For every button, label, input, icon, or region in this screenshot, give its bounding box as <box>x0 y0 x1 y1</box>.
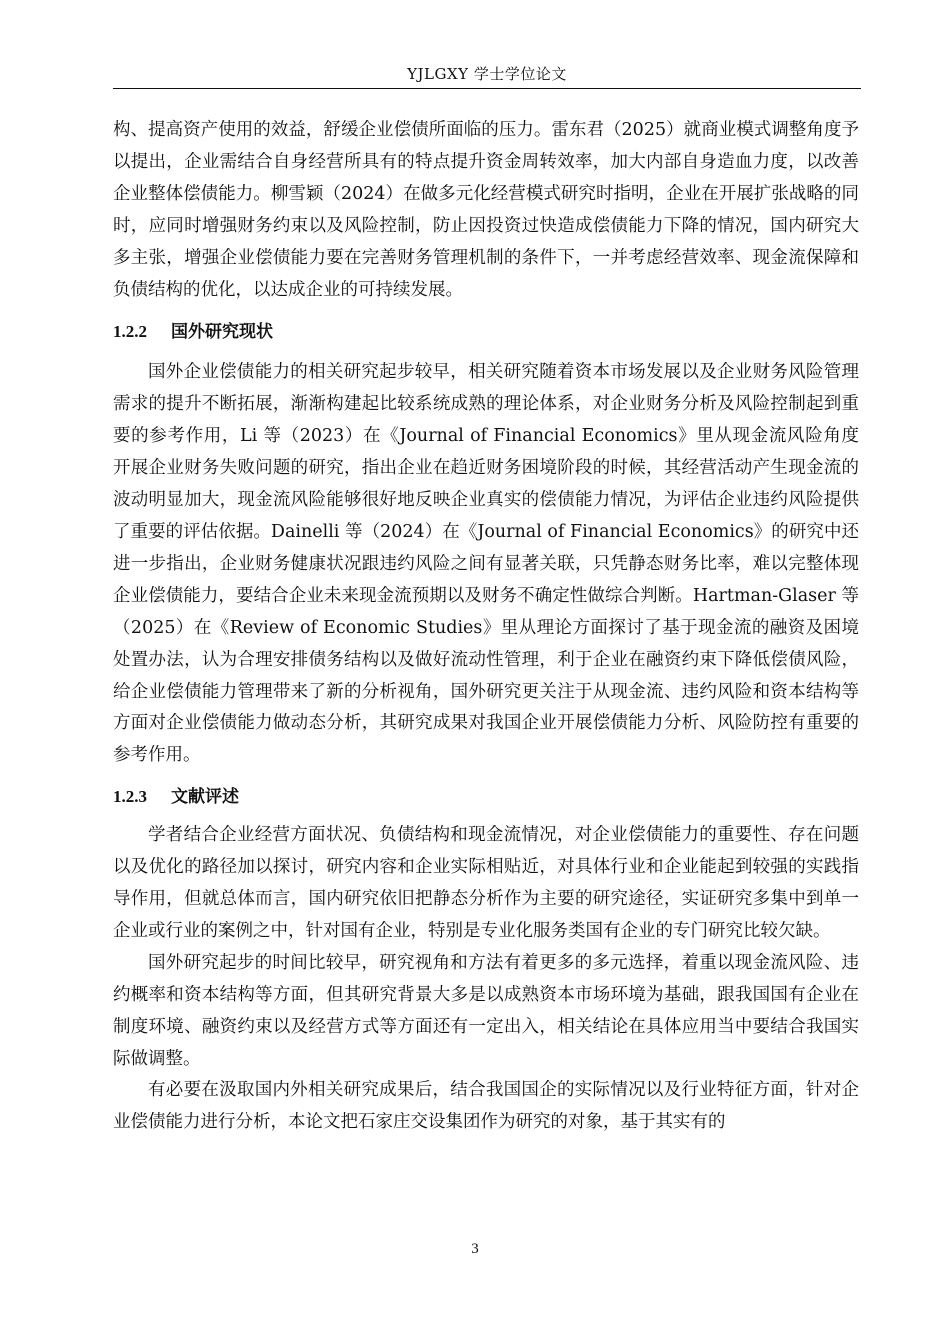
page-number: 3 <box>471 1241 479 1257</box>
running-header: YJLGXY 学士学位论文 <box>407 65 567 83</box>
header-rule <box>113 88 861 89</box>
section-title: 国外研究现状 <box>171 322 273 343</box>
main-content <box>113 115 859 1139</box>
section-number: 1.2.3 <box>113 787 147 807</box>
paragraph-review-summary: 有必要在汲取国内外相关研究成果后，结合我国国企的实际情况以及行业特征方面，针对企业偿债能力进行分析，本论文把石家庄交设集团作为研究的对象，基于其实有的 <box>113 1080 859 1133</box>
section-number: 1.2.2 <box>113 322 147 342</box>
paragraph-continued: 构、提高资产使用的效益，舒缓企业偿债所面临的压力。雷东君（2025）就商业模式调整角度予以提出，企业需结合自身经营所具有的特点提升资金周转效率，加大内部自身造血力度，以改善企业整体偿债能力。柳雪颖（2024）在做多元化经营模式研究时指明，企业在开展扩张战略的同时，应同时增强财务约束以及风险控制，防止因投资过快造成偿债能力下降的情况，国内研究大多主张，增强企业偿债能力要在完善财务管理机制的条件下，一并考虑经营效率、现金流保障和负债结构的优化，以达成企业的可持续发展。 <box>113 120 859 300</box>
paragraph-review-foreign: 国外研究起步的时间比较早，研究视角和方法有着更多的多元选择，着重以现金流风险、违约概率和资本结构等方面，但其研究背景大多是以成熟资本市场环境为基础，跟我国国有企业在制度环境、融资约束以及经营方式等方面还有一定出入，相关结论在具体应用当中要结合我国实际做调整。 <box>113 952 859 1069</box>
paragraph-review-domestic: 学者结合企业经营方面状况、负债结构和现金流情况，对企业偿债能力的重要性、存在问题以及优化的路径加以探讨，研究内容和企业实际相贴近，对具体行业和企业能起到较强的实践指导作用，但就总体而言，国内研究依旧把静态分析作为主要的研究途径，实证研究多集中到单一企业或行业的案例之中，针对国有企业，特别是专业化服务类国有企业的专门研究比较欠缺。 <box>113 825 859 941</box>
paragraph-foreign-research: 国外企业偿债能力的相关研究起步较早，相关研究随着资本市场发展以及企业财务风险管理需求的提升不断拓展，渐渐构建起比较系统成熟的理论体系，对企业财务分析及风险控制起到重要的参考作用，Li 等（2023）在《Journal of Financial Economics》里从现金流风险角度开展企业财务失败问题的研究，指出企业在趋近财务困境阶段的时候，其经营活动产生现金流的波动明显加大，现金流风险能够很好地反映企业真实的偿债能力情况，为评估企业违约风险提供了重要的评估依据。Dainelli 等（2024）在《Journal of Financial Economics》的研究中还进一步指出，企业财务健康状况跟违约风险之间有显著关联，只凭静态财务比率，难以完整体现企业偿债能力，要结合企业未来现金流预期以及财务不确定性做综合判断。Hartman-Glaser 等（2025）在《Review of Economic Studies》里从理论方面探讨了基于现金流的融资及困境处置办法，认为合理安排债务结构以及做好流动性管理，利于企业在融资约束下降低偿债风险，给企业偿债能力管理带来了新的分析视角，国外研究更关注于从现金流、违约风险和资本结构等方面对企业偿债能力做动态分析，其研究成果对我国企业开展偿债能力分析、风险防控有重要的参考作用。 <box>113 362 859 766</box>
section-heading-foreign-research <box>113 320 859 344</box>
section-heading-literature-review <box>113 785 859 809</box>
section-title: 文献评述 <box>171 787 239 808</box>
